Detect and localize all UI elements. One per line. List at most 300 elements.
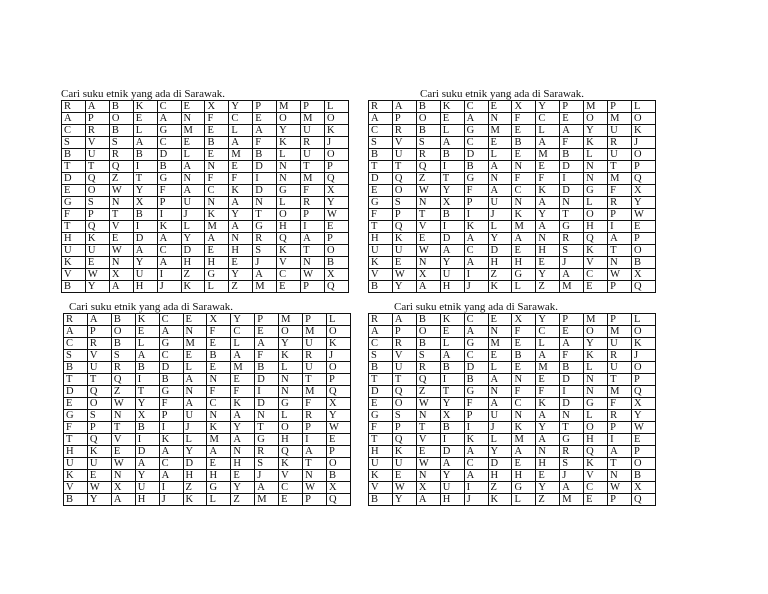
grid-cell: C (584, 482, 608, 494)
grid-cell: S (369, 137, 393, 149)
grid-cell: P (608, 101, 632, 113)
grid-cell: K (512, 209, 536, 221)
grid-cell: R (608, 197, 632, 209)
grid-cell: G (207, 482, 231, 494)
grid-row (64, 494, 351, 506)
grid-row (64, 398, 351, 410)
grid-cell: K (135, 314, 159, 326)
letter-grid (61, 100, 349, 293)
grid-cell: O (326, 326, 350, 338)
grid-cell: L (279, 410, 303, 422)
grid-row (369, 482, 656, 494)
grid-cell: L (183, 362, 207, 374)
grid-cell: M (205, 221, 229, 233)
grid-cell: E (326, 434, 350, 446)
grid-cell: M (488, 125, 512, 137)
grid-cell: L (584, 362, 608, 374)
grid-cell: B (631, 257, 655, 269)
grid-cell: O (324, 245, 348, 257)
grid-cell: A (157, 233, 181, 245)
grid-row (62, 269, 349, 281)
grid-cell: Q (416, 161, 440, 173)
grid-cell: A (416, 494, 440, 506)
grid-cell: Z (181, 269, 205, 281)
grid-cell: J (464, 281, 488, 293)
grid-cell: I (560, 386, 584, 398)
grid-cell: B (416, 125, 440, 137)
grid-cell: Q (326, 386, 350, 398)
grid-cell: U (392, 362, 416, 374)
grid-cell: A (109, 281, 133, 293)
grid-cell: N (488, 326, 512, 338)
grid-cell: W (416, 245, 440, 257)
grid-cell: N (488, 113, 512, 125)
grid-cell: K (279, 350, 303, 362)
grid-cell: E (133, 113, 157, 125)
grid-cell: X (631, 398, 655, 410)
grid-cell: E (62, 185, 86, 197)
grid-cell: N (207, 410, 231, 422)
grid-cell: B (157, 161, 181, 173)
grid-cell: K (488, 281, 512, 293)
grid-cell: E (440, 113, 464, 125)
grid-cell: U (392, 245, 416, 257)
grid-cell: K (159, 434, 183, 446)
grid-cell: D (64, 386, 88, 398)
grid-cell: A (488, 374, 512, 386)
grid-row (62, 233, 349, 245)
grid-row (62, 125, 349, 137)
grid-cell: A (135, 458, 159, 470)
grid-cell: T (135, 386, 159, 398)
grid-cell: I (133, 221, 157, 233)
grid-cell: P (464, 410, 488, 422)
grid-cell: O (584, 209, 608, 221)
grid-cell: B (324, 257, 348, 269)
grid-cell: K (229, 185, 253, 197)
grid-cell: T (608, 458, 632, 470)
grid-cell: E (181, 137, 205, 149)
grid-cell: A (536, 197, 560, 209)
grid-cell: U (440, 482, 464, 494)
grid-cell: B (512, 350, 536, 362)
grid-cell: F (464, 185, 488, 197)
grid-cell: W (608, 269, 632, 281)
grid-cell: R (608, 350, 632, 362)
grid-cell: S (416, 137, 440, 149)
grid-cell: W (87, 482, 111, 494)
grid-cell: F (303, 398, 327, 410)
grid-cell: M (608, 113, 632, 125)
grid-cell: T (608, 245, 632, 257)
grid-cell: K (584, 245, 608, 257)
grid-cell: W (392, 482, 416, 494)
grid-cell: C (464, 137, 488, 149)
grid-cell: R (301, 137, 325, 149)
grid-cell: L (536, 125, 560, 137)
grid-cell: K (584, 137, 608, 149)
grid-cell: U (87, 362, 111, 374)
grid-cell: P (326, 374, 350, 386)
grid-row (64, 314, 351, 326)
grid-cell: M (181, 125, 205, 137)
grid-cell: S (253, 245, 277, 257)
grid-row (64, 338, 351, 350)
grid-cell: G (512, 482, 536, 494)
grid-row (62, 113, 349, 125)
grid-row (62, 149, 349, 161)
grid-cell: N (512, 161, 536, 173)
grid-cell: G (159, 386, 183, 398)
grid-cell: E (392, 470, 416, 482)
grid-cell: I (157, 269, 181, 281)
grid-cell: A (464, 470, 488, 482)
grid-cell: A (255, 338, 279, 350)
grid-cell: A (255, 482, 279, 494)
grid-cell: T (560, 422, 584, 434)
grid-cell: B (159, 374, 183, 386)
grid-cell: L (488, 362, 512, 374)
grid-cell: E (231, 470, 255, 482)
grid-cell: P (631, 233, 655, 245)
grid-cell: Z (488, 269, 512, 281)
grid-cell: N (301, 257, 325, 269)
grid-cell: C (159, 314, 183, 326)
grid-row (64, 446, 351, 458)
grid-cell: T (109, 209, 133, 221)
grid-cell: E (207, 362, 231, 374)
grid-cell: Q (87, 386, 111, 398)
grid-cell: N (109, 197, 133, 209)
grid-cell: E (488, 350, 512, 362)
grid-row (369, 257, 656, 269)
grid-row (64, 350, 351, 362)
grid-cell: K (584, 350, 608, 362)
grid-cell: C (159, 350, 183, 362)
grid-cell: A (488, 398, 512, 410)
grid-cell: K (584, 458, 608, 470)
grid-cell: E (207, 338, 231, 350)
grid-row (369, 221, 656, 233)
grid-cell: A (464, 233, 488, 245)
grid-cell: X (111, 482, 135, 494)
grid-cell: N (181, 173, 205, 185)
grid-cell: J (253, 257, 277, 269)
grid-row (369, 422, 656, 434)
grid-cell: E (512, 245, 536, 257)
grid-cell: W (392, 269, 416, 281)
grid-cell: N (512, 410, 536, 422)
grid-cell: O (416, 113, 440, 125)
grid-cell: R (416, 362, 440, 374)
grid-cell: Y (326, 410, 350, 422)
grid-row (64, 374, 351, 386)
grid-cell: A (440, 245, 464, 257)
grid-cell: P (324, 161, 348, 173)
grid-cell: L (277, 197, 301, 209)
grid-cell: Y (440, 398, 464, 410)
grid-cell: H (229, 245, 253, 257)
grid-cell: E (324, 221, 348, 233)
grid-cell: K (87, 446, 111, 458)
grid-cell: O (111, 326, 135, 338)
grid-cell: G (157, 125, 181, 137)
grid-row (369, 197, 656, 209)
grid-cell: H (512, 470, 536, 482)
grid-cell: H (369, 446, 393, 458)
grid-cell: N (488, 173, 512, 185)
grid-cell: M (301, 113, 325, 125)
grid-cell: K (440, 314, 464, 326)
grid-cell: E (536, 374, 560, 386)
grid-cell: T (416, 422, 440, 434)
grid-row (64, 458, 351, 470)
grid-cell: I (255, 386, 279, 398)
grid-row (62, 257, 349, 269)
grid-cell: M (279, 314, 303, 326)
grid-cell: M (608, 173, 632, 185)
grid-cell: Y (536, 269, 560, 281)
grid-cell: A (536, 350, 560, 362)
grid-cell: A (560, 125, 584, 137)
grid-cell: O (326, 458, 350, 470)
grid-row (64, 410, 351, 422)
grid-cell: J (488, 422, 512, 434)
grid-cell: A (183, 374, 207, 386)
grid-cell: J (560, 470, 584, 482)
grid-cell: F (512, 386, 536, 398)
grid-cell: Y (181, 233, 205, 245)
grid-cell: W (326, 422, 350, 434)
grid-cell: N (229, 233, 253, 245)
grid-cell: I (560, 173, 584, 185)
grid-cell: F (608, 398, 632, 410)
grid-cell: P (301, 209, 325, 221)
grid-cell: A (560, 482, 584, 494)
grid-cell: O (416, 326, 440, 338)
grid-cell: T (303, 458, 327, 470)
grid-cell: L (440, 125, 464, 137)
grid-cell: Y (87, 494, 111, 506)
grid-cell: N (560, 410, 584, 422)
grid-cell: T (303, 374, 327, 386)
grid-cell: E (135, 326, 159, 338)
grid-cell: K (85, 233, 109, 245)
grid-cell: N (205, 197, 229, 209)
grid-cell: E (536, 257, 560, 269)
grid-cell: D (253, 161, 277, 173)
grid-cell: E (488, 101, 512, 113)
grid-cell: D (488, 458, 512, 470)
grid-cell: D (183, 458, 207, 470)
grid-cell: N (253, 197, 277, 209)
grid-cell: X (440, 197, 464, 209)
grid-row (369, 173, 656, 185)
grid-cell: L (512, 494, 536, 506)
grid-cell: A (301, 233, 325, 245)
grid-cell: Z (416, 173, 440, 185)
grid-cell: W (324, 209, 348, 221)
grid-cell: B (64, 362, 88, 374)
grid-cell: J (631, 350, 655, 362)
grid-cell: H (231, 458, 255, 470)
grid-cell: E (279, 494, 303, 506)
grid-cell: X (109, 269, 133, 281)
grid-cell: O (324, 113, 348, 125)
grid-cell: A (111, 494, 135, 506)
grid-cell: I (301, 221, 325, 233)
grid-cell: Y (231, 422, 255, 434)
grid-row (369, 398, 656, 410)
grid-cell: T (301, 245, 325, 257)
grid-cell: R (301, 197, 325, 209)
puzzle-bottom-left (63, 301, 351, 506)
grid-cell: G (464, 125, 488, 137)
grid-cell: A (488, 161, 512, 173)
grid-cell: A (303, 446, 327, 458)
grid-cell: L (488, 149, 512, 161)
grid-cell: H (277, 221, 301, 233)
grid-cell: V (279, 470, 303, 482)
grid-cell: S (369, 350, 393, 362)
grid-cell: T (440, 386, 464, 398)
grid-cell: L (231, 338, 255, 350)
grid-cell: Q (584, 233, 608, 245)
grid-row (369, 269, 656, 281)
grid-cell: E (277, 281, 301, 293)
grid-cell: I (464, 422, 488, 434)
grid-cell: A (159, 326, 183, 338)
puzzle-top-left (61, 88, 349, 293)
grid-cell: B (369, 149, 393, 161)
grid-cell: A (464, 446, 488, 458)
grid-cell: A (464, 113, 488, 125)
puzzle-top-right (368, 88, 656, 293)
grid-cell: E (512, 458, 536, 470)
grid-cell: P (631, 374, 655, 386)
grid-cell: D (181, 245, 205, 257)
grid-cell: A (369, 326, 393, 338)
grid-cell: A (253, 125, 277, 137)
grid-cell: M (512, 434, 536, 446)
grid-cell: R (392, 125, 416, 137)
grid-cell: O (324, 149, 348, 161)
grid-cell: U (488, 410, 512, 422)
grid-cell: D (253, 185, 277, 197)
grid-cell: G (464, 338, 488, 350)
grid-cell: Q (85, 221, 109, 233)
grid-cell: C (369, 125, 393, 137)
grid-cell: Y (229, 269, 253, 281)
grid-cell: L (326, 314, 350, 326)
grid-cell: I (464, 209, 488, 221)
grid-cell: R (369, 314, 393, 326)
grid-row (62, 101, 349, 113)
grid-cell: G (205, 269, 229, 281)
grid-cell: B (440, 362, 464, 374)
grid-cell: M (229, 149, 253, 161)
grid-cell: A (369, 113, 393, 125)
grid-row (369, 434, 656, 446)
grid-cell: J (326, 350, 350, 362)
grid-row (369, 233, 656, 245)
grid-cell: C (62, 125, 86, 137)
grid-cell: Y (488, 446, 512, 458)
grid-row (62, 185, 349, 197)
grid-cell: C (464, 350, 488, 362)
grid-cell: D (440, 446, 464, 458)
grid-cell: R (608, 137, 632, 149)
grid-cell: P (392, 422, 416, 434)
grid-cell: Q (584, 446, 608, 458)
grid-cell: G (512, 269, 536, 281)
grid-cell: B (64, 494, 88, 506)
grid-cell: K (392, 446, 416, 458)
grid-cell: K (62, 257, 86, 269)
grid-cell: B (369, 362, 393, 374)
grid-cell: F (560, 137, 584, 149)
grid-row (64, 326, 351, 338)
grid-cell: F (205, 173, 229, 185)
grid-cell: R (253, 233, 277, 245)
grid-cell: B (416, 338, 440, 350)
grid-cell: O (631, 113, 655, 125)
grid-cell: L (135, 338, 159, 350)
grid-cell: W (416, 185, 440, 197)
grid-row (369, 281, 656, 293)
grid-cell: M (608, 326, 632, 338)
puzzle-title: Cari suku etnik yang ada di Sarawak. (394, 301, 559, 313)
grid-cell: H (133, 281, 157, 293)
grid-cell: E (255, 326, 279, 338)
grid-cell: G (253, 221, 277, 233)
grid-cell: M (183, 338, 207, 350)
grid-cell: H (488, 257, 512, 269)
grid-cell: B (369, 494, 393, 506)
grid-row (62, 137, 349, 149)
grid-cell: H (536, 458, 560, 470)
grid-cell: P (608, 422, 632, 434)
grid-cell: E (416, 446, 440, 458)
grid-cell: R (416, 149, 440, 161)
grid-cell: W (85, 269, 109, 281)
grid-cell: T (111, 422, 135, 434)
grid-cell: Z (229, 281, 253, 293)
grid-cell: F (231, 386, 255, 398)
grid-cell: K (326, 338, 350, 350)
grid-cell: N (303, 470, 327, 482)
grid-cell: A (440, 350, 464, 362)
grid-cell: S (111, 350, 135, 362)
grid-cell: S (85, 197, 109, 209)
grid-cell: O (279, 326, 303, 338)
grid-cell: Z (416, 386, 440, 398)
grid-cell: B (560, 362, 584, 374)
grid-cell: N (277, 173, 301, 185)
grid-cell: U (488, 197, 512, 209)
grid-cell: P (560, 314, 584, 326)
puzzle-bottom-right (368, 301, 656, 506)
grid-cell: A (536, 410, 560, 422)
grid-cell: K (631, 125, 655, 137)
grid-cell: B (440, 149, 464, 161)
grid-cell: P (324, 233, 348, 245)
grid-cell: U (85, 245, 109, 257)
grid-cell: H (207, 470, 231, 482)
grid-cell: B (207, 350, 231, 362)
grid-cell: U (64, 458, 88, 470)
grid-cell: M (253, 281, 277, 293)
